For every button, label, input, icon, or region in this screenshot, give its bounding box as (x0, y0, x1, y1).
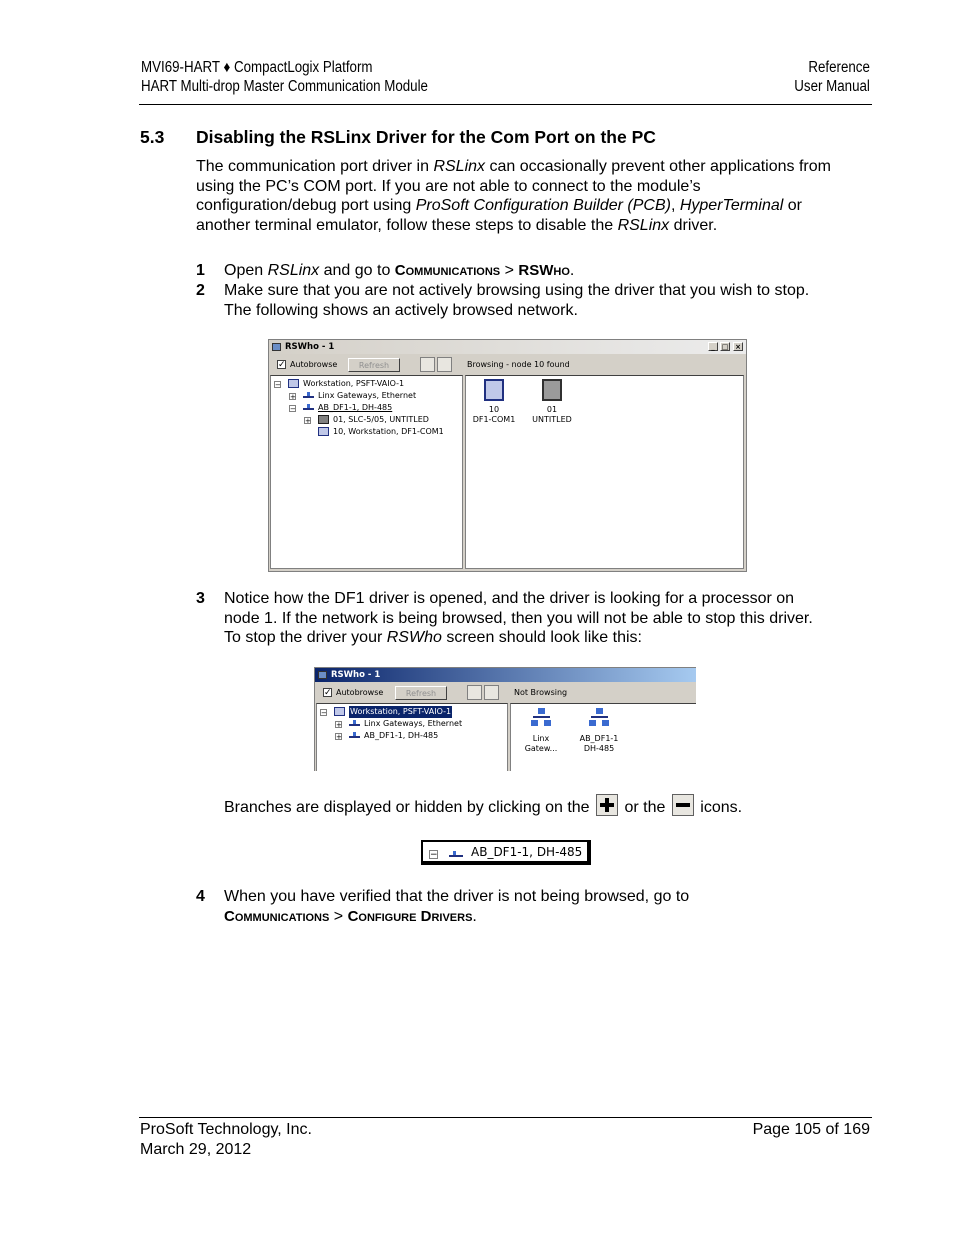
large-icons-view-icon[interactable] (467, 685, 482, 700)
network-icon (449, 855, 463, 864)
browse-status: Not Browsing (514, 688, 568, 697)
workstation-icon (318, 427, 329, 436)
step-number: 1 (196, 262, 205, 279)
step-text (224, 887, 824, 926)
tree-label: 10, Workstation, DF1-COM1 (333, 427, 444, 436)
step-text-part: When you have verified that the driver is not being browsed, go to (224, 888, 690, 905)
footer-left (140, 1120, 312, 1159)
network-icon (349, 736, 360, 745)
expand-icon[interactable]: + (305, 417, 311, 425)
step-text-part: Notice how the DF1 driver is opened, and the driver is looking for a processor on node 1. If the network is being browsed, then you will not be able to stop this driver. To stop the driver your (224, 590, 813, 647)
tree-label: Linx Gateways, Ethernet (364, 719, 463, 728)
tree-label: Workstation, PSFT-VAIO-1 (303, 379, 405, 388)
step-text (224, 261, 824, 281)
tree-label: Linx Gateways, Ethernet (318, 391, 417, 400)
step-text-part: screen should look like this: (441, 629, 642, 647)
device-node-df1-com1[interactable] (466, 379, 522, 425)
large-icons-view-icon[interactable] (420, 357, 435, 372)
intro-text: driver. (669, 216, 718, 234)
network-icon (589, 708, 609, 730)
workstation-icon (288, 379, 299, 388)
refresh-button[interactable]: Refresh (348, 358, 400, 372)
step-rslinx: RSLinx (267, 262, 320, 279)
window-titlebar (269, 340, 746, 354)
node-label: Linx (532, 734, 550, 743)
node-label: DH-485 (583, 744, 615, 753)
tree-label: AB_DF1-1, DH-485 (318, 403, 393, 412)
intro-pcb: ProSoft Configuration Builder (PCB) (415, 197, 671, 215)
header-manual: User Manual (794, 78, 870, 95)
browse-status: Browsing - node 10 found (467, 360, 570, 369)
tree-label: 01, SLC-5/05, UNTITLED (333, 415, 429, 424)
minimize-button[interactable]: _ (708, 342, 718, 351)
rswho-window-browsing (268, 339, 747, 572)
branches-text (224, 794, 742, 818)
step-text-part: > (329, 907, 348, 925)
details-view-icon[interactable] (437, 357, 452, 372)
menu-configure-drivers: Configure Drivers (347, 907, 473, 925)
branches-text-part: icons. (695, 799, 743, 816)
toolbar (269, 355, 746, 375)
tree-label-selected: Workstation, PSFT-VAIO-1 (350, 707, 452, 716)
header-reference: Reference (808, 59, 870, 76)
collapse-icon[interactable]: − (321, 709, 327, 717)
node-label: 10 (488, 405, 500, 414)
window-title: RSWho - 1 (331, 670, 381, 680)
autobrowse-checkbox[interactable]: ✓ (324, 688, 332, 698)
tree-node-snippet (421, 840, 591, 865)
window-title: RSWho - 1 (285, 342, 335, 352)
autobrowse-checkbox[interactable]: ✓ (278, 360, 286, 370)
device-node-untitled[interactable] (524, 379, 580, 425)
intro-paragraph (196, 157, 836, 235)
branches-text-part: Branches are displayed or hidden by clicking on the (224, 799, 594, 816)
snippet-label: AB_DF1-1, DH-485 (471, 845, 583, 859)
details-view-icon[interactable] (484, 685, 499, 700)
rswho-window-not-browsing (314, 667, 696, 771)
collapse-icon[interactable]: − (290, 405, 296, 413)
node-label: UNTITLED (532, 415, 572, 424)
maximize-button[interactable]: □ (721, 343, 729, 351)
network-icon (272, 343, 281, 351)
intro-rslinx: RSLinx (617, 216, 670, 234)
autobrowse-label: Autobrowse (336, 688, 384, 697)
step-number: 2 (196, 282, 205, 299)
device-node-ab-df1[interactable] (571, 708, 627, 754)
expand-icon (596, 794, 618, 816)
autobrowse-label: Autobrowse (290, 360, 338, 369)
header-rule (139, 104, 872, 105)
header-left (141, 58, 428, 96)
intro-text: , (670, 197, 680, 215)
network-icon (303, 408, 314, 417)
branches-text-part: or the (620, 799, 670, 816)
step-number: 4 (196, 888, 205, 905)
expand-icon[interactable]: + (290, 393, 296, 401)
window-titlebar (315, 668, 696, 682)
expand-icon[interactable]: + (336, 721, 342, 729)
intro-hyperterminal: HyperTerminal (679, 197, 784, 215)
menu-communications: Communications (394, 262, 501, 279)
menu-rswho: RSWho (518, 262, 570, 279)
workstation-icon (334, 707, 345, 716)
node-label: DF1-COM1 (472, 415, 516, 424)
node-label: AB_DF1-1 (579, 734, 619, 743)
intro-rslinx: RSLinx (433, 158, 486, 175)
step-text-part: and go to (319, 262, 395, 279)
step-number: 3 (196, 590, 205, 607)
intro-text: or another terminal emulator, follow these steps to disable the (196, 197, 802, 234)
tree-label: AB_DF1-1, DH-485 (364, 731, 439, 740)
intro-text: The communication port driver in (196, 158, 434, 175)
section-number: 5.3 (140, 127, 165, 147)
close-button[interactable]: × (733, 342, 743, 351)
step-text (224, 589, 816, 648)
step-text-part: > (500, 262, 519, 279)
footer-rule (139, 1117, 872, 1118)
footer-page: Page 105 of 169 (752, 1121, 870, 1138)
intro-text: can occasionally prevent other applications from using the PC’s COM port. If you are not able to connect to the module’s configuration/debug port using (196, 158, 831, 215)
tree-pane[interactable] (270, 375, 463, 569)
section-heading (140, 127, 656, 148)
device-pane[interactable] (465, 375, 744, 569)
device-node-linx-gateways[interactable] (513, 708, 569, 754)
footer-date: March 29, 2012 (140, 1140, 252, 1158)
collapse-icon: − (430, 850, 438, 860)
header-right (794, 58, 870, 96)
footer-company: ProSoft Technology, Inc. (140, 1121, 312, 1138)
collapse-icon[interactable]: − (275, 381, 281, 389)
collapse-icon (672, 794, 694, 816)
node-label: Gatew... (524, 744, 558, 753)
expand-icon[interactable]: + (336, 733, 342, 741)
step-rswho: RSWho (386, 629, 442, 647)
section-title: Disabling the RSLinx Driver for the Com Port on the PC (196, 127, 656, 147)
network-icon (531, 708, 551, 730)
workstation-icon (484, 379, 504, 401)
header-module: HART Multi-drop Master Communication Module (141, 78, 428, 95)
step-text-part: Open (224, 262, 268, 279)
device-pane[interactable] (510, 703, 696, 771)
refresh-button[interactable]: Refresh (395, 686, 447, 700)
step-text-part: . (472, 907, 477, 925)
node-label: 01 (546, 405, 558, 414)
plc-icon (542, 379, 562, 401)
network-icon (318, 671, 327, 679)
toolbar (315, 683, 696, 703)
header-product: MVI69-HART ♦ CompactLogix Platform (141, 59, 373, 76)
step-text: Make sure that you are not actively browsing using the driver that you wish to stop. The following shows an actively browsed network. (224, 282, 810, 319)
step-text-part: . (569, 262, 575, 279)
menu-communications: Communications (224, 907, 330, 925)
tree-pane[interactable] (316, 703, 508, 771)
plc-icon (318, 415, 329, 424)
